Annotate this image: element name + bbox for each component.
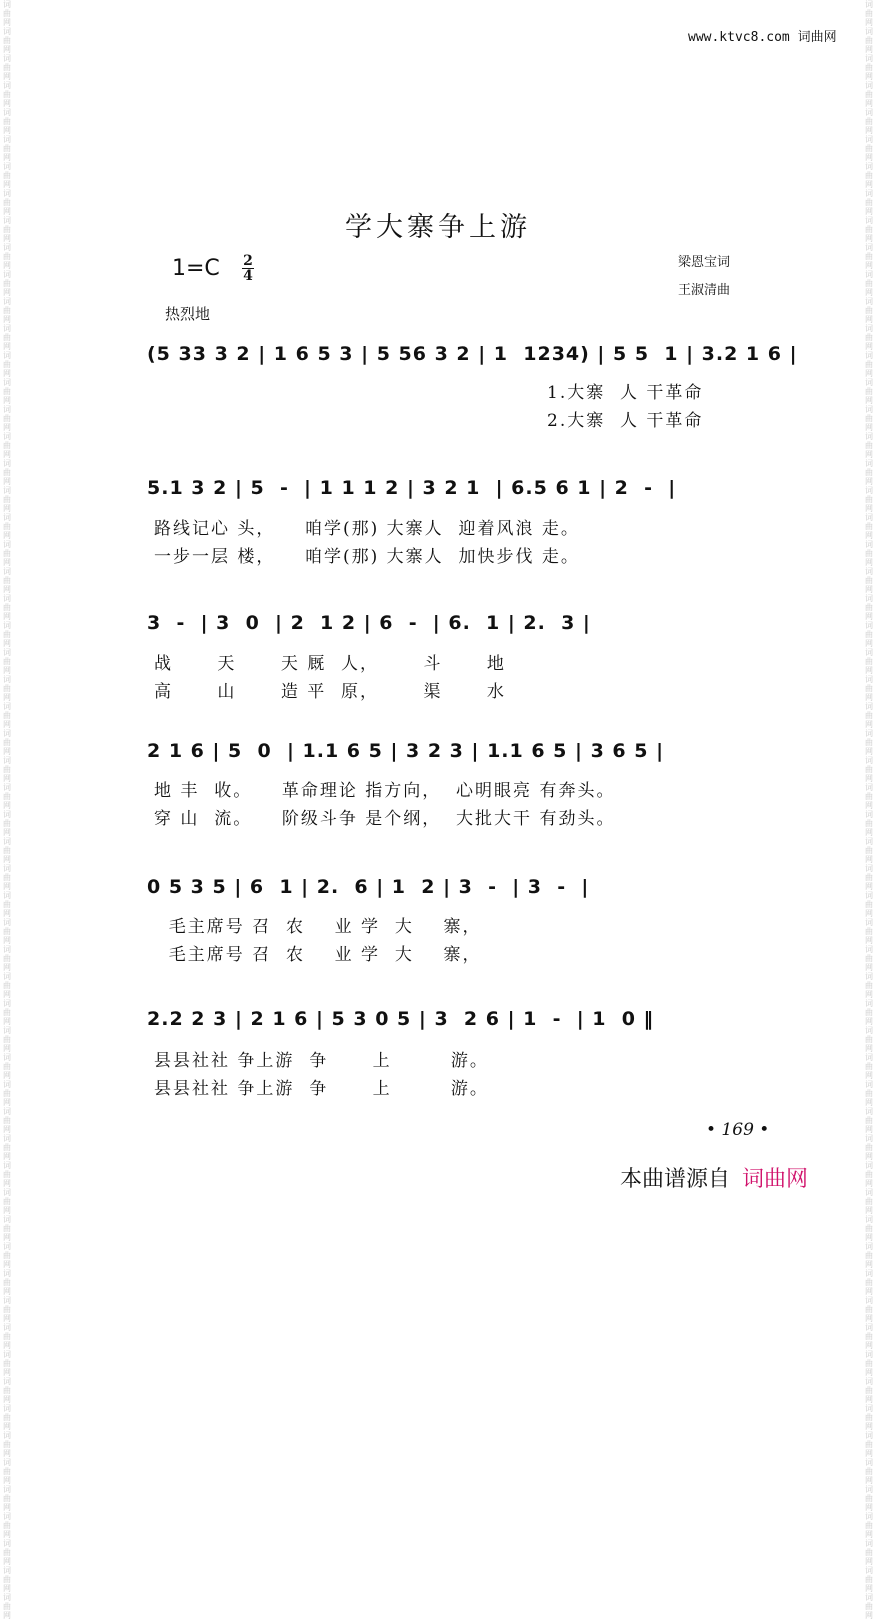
lyric-verse-2: 穿 山 流。 阶级斗争 是个纲， 大批大干 有劲头。 [154, 809, 616, 829]
page-number: • 169 • [706, 1120, 770, 1140]
lyric-verse-1: 县县社社 争上游 争 上 游。 [154, 1051, 489, 1071]
lyric-verse-1: 毛主席号 召 农 业 学 大 寨， [154, 917, 482, 937]
notation-line-1 [147, 343, 798, 383]
watermark-left: 词曲网 词曲网 词曲网 词曲网 词曲网 词曲网 词曲网 词曲网 词曲网 词曲网 词曲网 词曲网 词曲网 词曲网 词曲网 词曲网 词曲网 词曲网 词曲网 词曲网 词曲网 词曲网 词曲网 词曲网 词曲网 词曲网 词曲网 词曲网 词曲网 词曲网 词曲网 词曲网 词曲网 词曲网 词曲网 词曲网 词曲网 词曲网 词曲网 词曲网 词曲网 词曲网 词曲网 词曲网 词曲网 词曲网 词曲网 词曲网 词曲网 词曲网 词曲网 词曲网 词曲网 词曲网 词曲网 词曲网 词曲网 词曲网 词曲网 词曲网 [3, 0, 11, 1620]
site-url[interactable]: www.ktvc8.com 词曲网 [688, 30, 837, 45]
notation-line-2 [147, 477, 777, 517]
notation-line-4 [147, 740, 777, 780]
composer: 王淑清曲 [678, 283, 731, 298]
time-signature [242, 254, 254, 283]
notation-line-3 [147, 612, 777, 652]
lyric-verse-2: 2.大寨 人 干革命 [547, 411, 704, 431]
key-signature: 1=C [172, 256, 220, 281]
lyric-verse-1: 路线记心 头， 咱学(那) 大寨人 迎着风浪 走。 [154, 519, 580, 539]
lyric-verse-2: 毛主席号 召 农 业 学 大 寨， [154, 945, 482, 965]
time-sig-top: 2 [243, 253, 253, 269]
notation-line-6 [147, 1008, 777, 1048]
lyric-verse-1: 地 丰 收。 革命理论 指方向， 心明眼亮 有奔头。 [154, 781, 616, 801]
notation-notes: 3 - | 3 0 | 2 1 2 | 6 - | 6. 1 | 2. 3 | [147, 612, 591, 634]
notation-line-5 [147, 876, 777, 916]
lyricist: 梁恩宝词 [678, 255, 731, 270]
time-sig-bottom: 4 [243, 268, 253, 284]
source-credit [620, 1162, 808, 1193]
lyric-verse-1: 1.大寨 人 干革命 [547, 383, 704, 403]
lyric-verse-2: 县县社社 争上游 争 上 游。 [154, 1079, 489, 1099]
notation-notes: 2.2 2 3 | 2 1 6 | 5 3 0 5 | 3 2 6 | 1 - | 1 0 ‖ [147, 1008, 655, 1030]
notation-notes: (5 33 3 2 | 1 6 5 3 | 5 56 3 2 | 1 1234) | 5 5 1 | 3.2 1 6 | [147, 343, 798, 365]
source-label: 本曲谱源自 [620, 1167, 731, 1192]
watermark-right: 词曲网 词曲网 词曲网 词曲网 词曲网 词曲网 词曲网 词曲网 词曲网 词曲网 词曲网 词曲网 词曲网 词曲网 词曲网 词曲网 词曲网 词曲网 词曲网 词曲网 词曲网 词曲网 词曲网 词曲网 词曲网 词曲网 词曲网 词曲网 词曲网 词曲网 词曲网 词曲网 词曲网 词曲网 词曲网 词曲网 词曲网 词曲网 词曲网 词曲网 词曲网 词曲网 词曲网 词曲网 词曲网 词曲网 词曲网 词曲网 词曲网 词曲网 词曲网 词曲网 词曲网 词曲网 词曲网 词曲网 词曲网 词曲网 词曲网 词曲网 [865, 0, 873, 1620]
lyric-verse-1: 战 天 天 厩 人， 斗 地 [154, 654, 506, 674]
song-title: 学大寨争上游 [345, 212, 531, 243]
lyric-verse-2: 高 山 造 平 原， 渠 水 [154, 682, 506, 702]
tempo-marking: 热烈地 [165, 305, 211, 323]
notation-notes: 5.1 3 2 | 5 - | 1 1 1 2 | 3 2 1 | 6.5 6 1 | 2 - | [147, 477, 677, 499]
source-site-link[interactable]: 词曲网 [742, 1167, 809, 1192]
notation-notes: 0 5 3 5 | 6 1 | 2. 6 | 1 2 | 3 - | 3 - | [147, 876, 590, 898]
lyric-verse-2: 一步一层 楼， 咱学(那) 大寨人 加快步伐 走。 [154, 547, 580, 567]
notation-notes: 2 1 6 | 5 0 | 1.1 6 5 | 3 2 3 | 1.1 6 5 | 3 6 5 | [147, 740, 665, 762]
